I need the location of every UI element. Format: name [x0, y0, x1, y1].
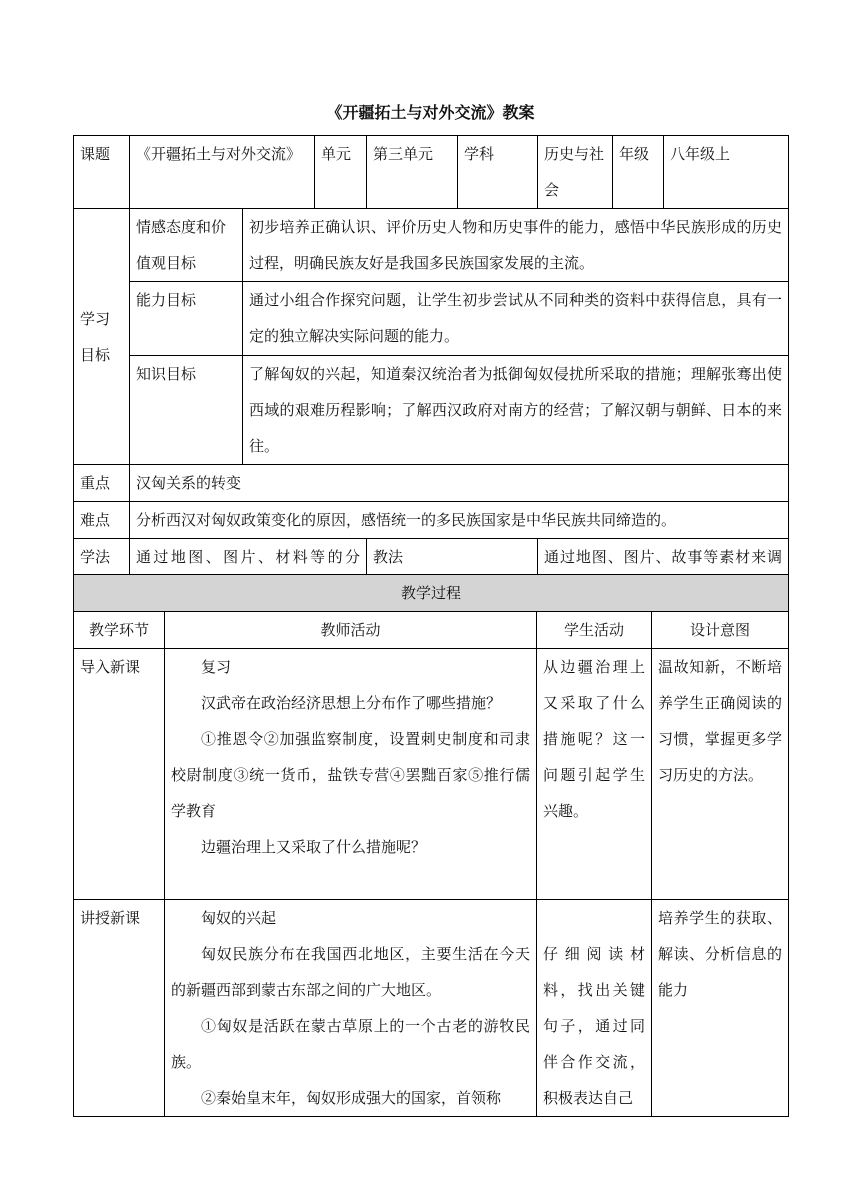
title-label: 课题	[74, 136, 130, 209]
subject-label: 学科	[458, 136, 538, 209]
student-activity-new-lesson: 仔细阅读材料，找出关键句子，通过同伴合作交流，积极表达自己	[537, 900, 652, 1117]
teacher-para: 匈奴民族分布在我国西北地区，主要生活在今天的新疆西部到蒙古东部之间的广大地区。	[171, 945, 530, 999]
design-intent-intro: 温故知新，不断培养学生正确阅读的习惯，掌握更多学习历史的方法。	[652, 649, 789, 900]
design-intent-new-lesson: 培养学生的获取、解读、分析信息的能力	[652, 900, 789, 1117]
unit-label: 单元	[315, 136, 367, 209]
column-header-student: 学生活动	[537, 612, 652, 649]
stage-intro: 导入新课	[74, 649, 165, 900]
difficulty-text: 分析西汉对匈奴政策变化的原因，感悟统一的多民族国家是中华民族共同缔造的。	[130, 502, 789, 539]
goal-text-attitude: 初步培养正确认识、评价历史人物和历史事件的能力，感悟中华民族形成的历史过程，明确民族友好是我国多民族国家发展的主流。	[243, 209, 789, 282]
key-point-label: 重点	[74, 465, 130, 502]
teacher-para: 边疆治理上又采取了什么措施呢？	[201, 838, 427, 856]
subject-value: 历史与社会	[538, 136, 613, 209]
teacher-activity-new-lesson	[165, 900, 537, 1117]
goal-text-ability: 通过小组合作探究问题，让学生初步尝试从不同种类的资料中获得信息，具有一定的独立解决实际问题的能力。	[243, 282, 789, 356]
teacher-para: ①匈奴是活跃在蒙古草原上的一个古老的游牧民族。	[171, 1017, 530, 1071]
teach-method-label: 教法	[367, 539, 538, 612]
teacher-para: 匈奴的兴起	[201, 909, 277, 927]
teacher-activity-intro	[165, 649, 537, 900]
grade-label: 年级	[613, 136, 664, 209]
goal-name-attitude: 情感态度和价值观目标	[130, 209, 243, 282]
grade-value: 八年级上	[664, 136, 789, 209]
column-header-intent: 设计意图	[652, 612, 789, 649]
student-activity-intro: 从边疆治理上又采取了什么措施呢？这一问题引起学生兴趣。	[537, 649, 652, 900]
column-header-teacher: 教师活动	[165, 612, 537, 649]
teach-method-text: 通过地图、图片、故事等素材来调	[538, 539, 789, 612]
goals-label-line2: 目标	[80, 345, 111, 364]
key-point-text: 汉匈关系的转变	[130, 465, 789, 502]
document-title: 《开疆拓土与对外交流》教案	[326, 103, 535, 122]
study-method-label: 学法	[74, 539, 130, 612]
teacher-para: ②秦始皇末年，匈奴形成强大的国家，首领称	[201, 1089, 502, 1107]
teacher-para: 汉武帝在政治经济思想上分布作了哪些措施？	[201, 694, 502, 712]
goal-name-ability: 能力目标	[130, 282, 243, 356]
process-header: 教学过程	[74, 575, 789, 612]
column-header-stage: 教学环节	[74, 612, 165, 649]
goals-label-line1: 学习	[80, 309, 111, 328]
difficulty-label: 难点	[74, 502, 130, 539]
title-value: 《开疆拓土与对外交流》	[130, 136, 315, 209]
unit-value: 第三单元	[367, 136, 458, 209]
stage-new-lesson: 讲授新课	[74, 900, 165, 1117]
teacher-para: 复习	[201, 658, 232, 676]
study-method-text: 通过地图、图片、材料等的分	[130, 539, 367, 612]
goal-text-knowledge: 了解匈奴的兴起，知道秦汉统治者为抵御匈奴侵扰所采取的措施；理解张骞出使西域的艰难历程影响；了解西汉政府对南方的经营；了解汉朝与朝鲜、日本的来往。	[243, 356, 789, 465]
goal-name-knowledge: 知识目标	[130, 356, 243, 465]
goals-label	[74, 209, 130, 465]
teacher-para: ①推恩令②加强监察制度，设置刺史制度和司隶校尉制度③统一货币，盐铁专营④罢黜百家⑤推行儒学教育	[171, 730, 530, 820]
lesson-info-table	[73, 135, 789, 612]
teaching-process-table	[73, 574, 789, 1117]
